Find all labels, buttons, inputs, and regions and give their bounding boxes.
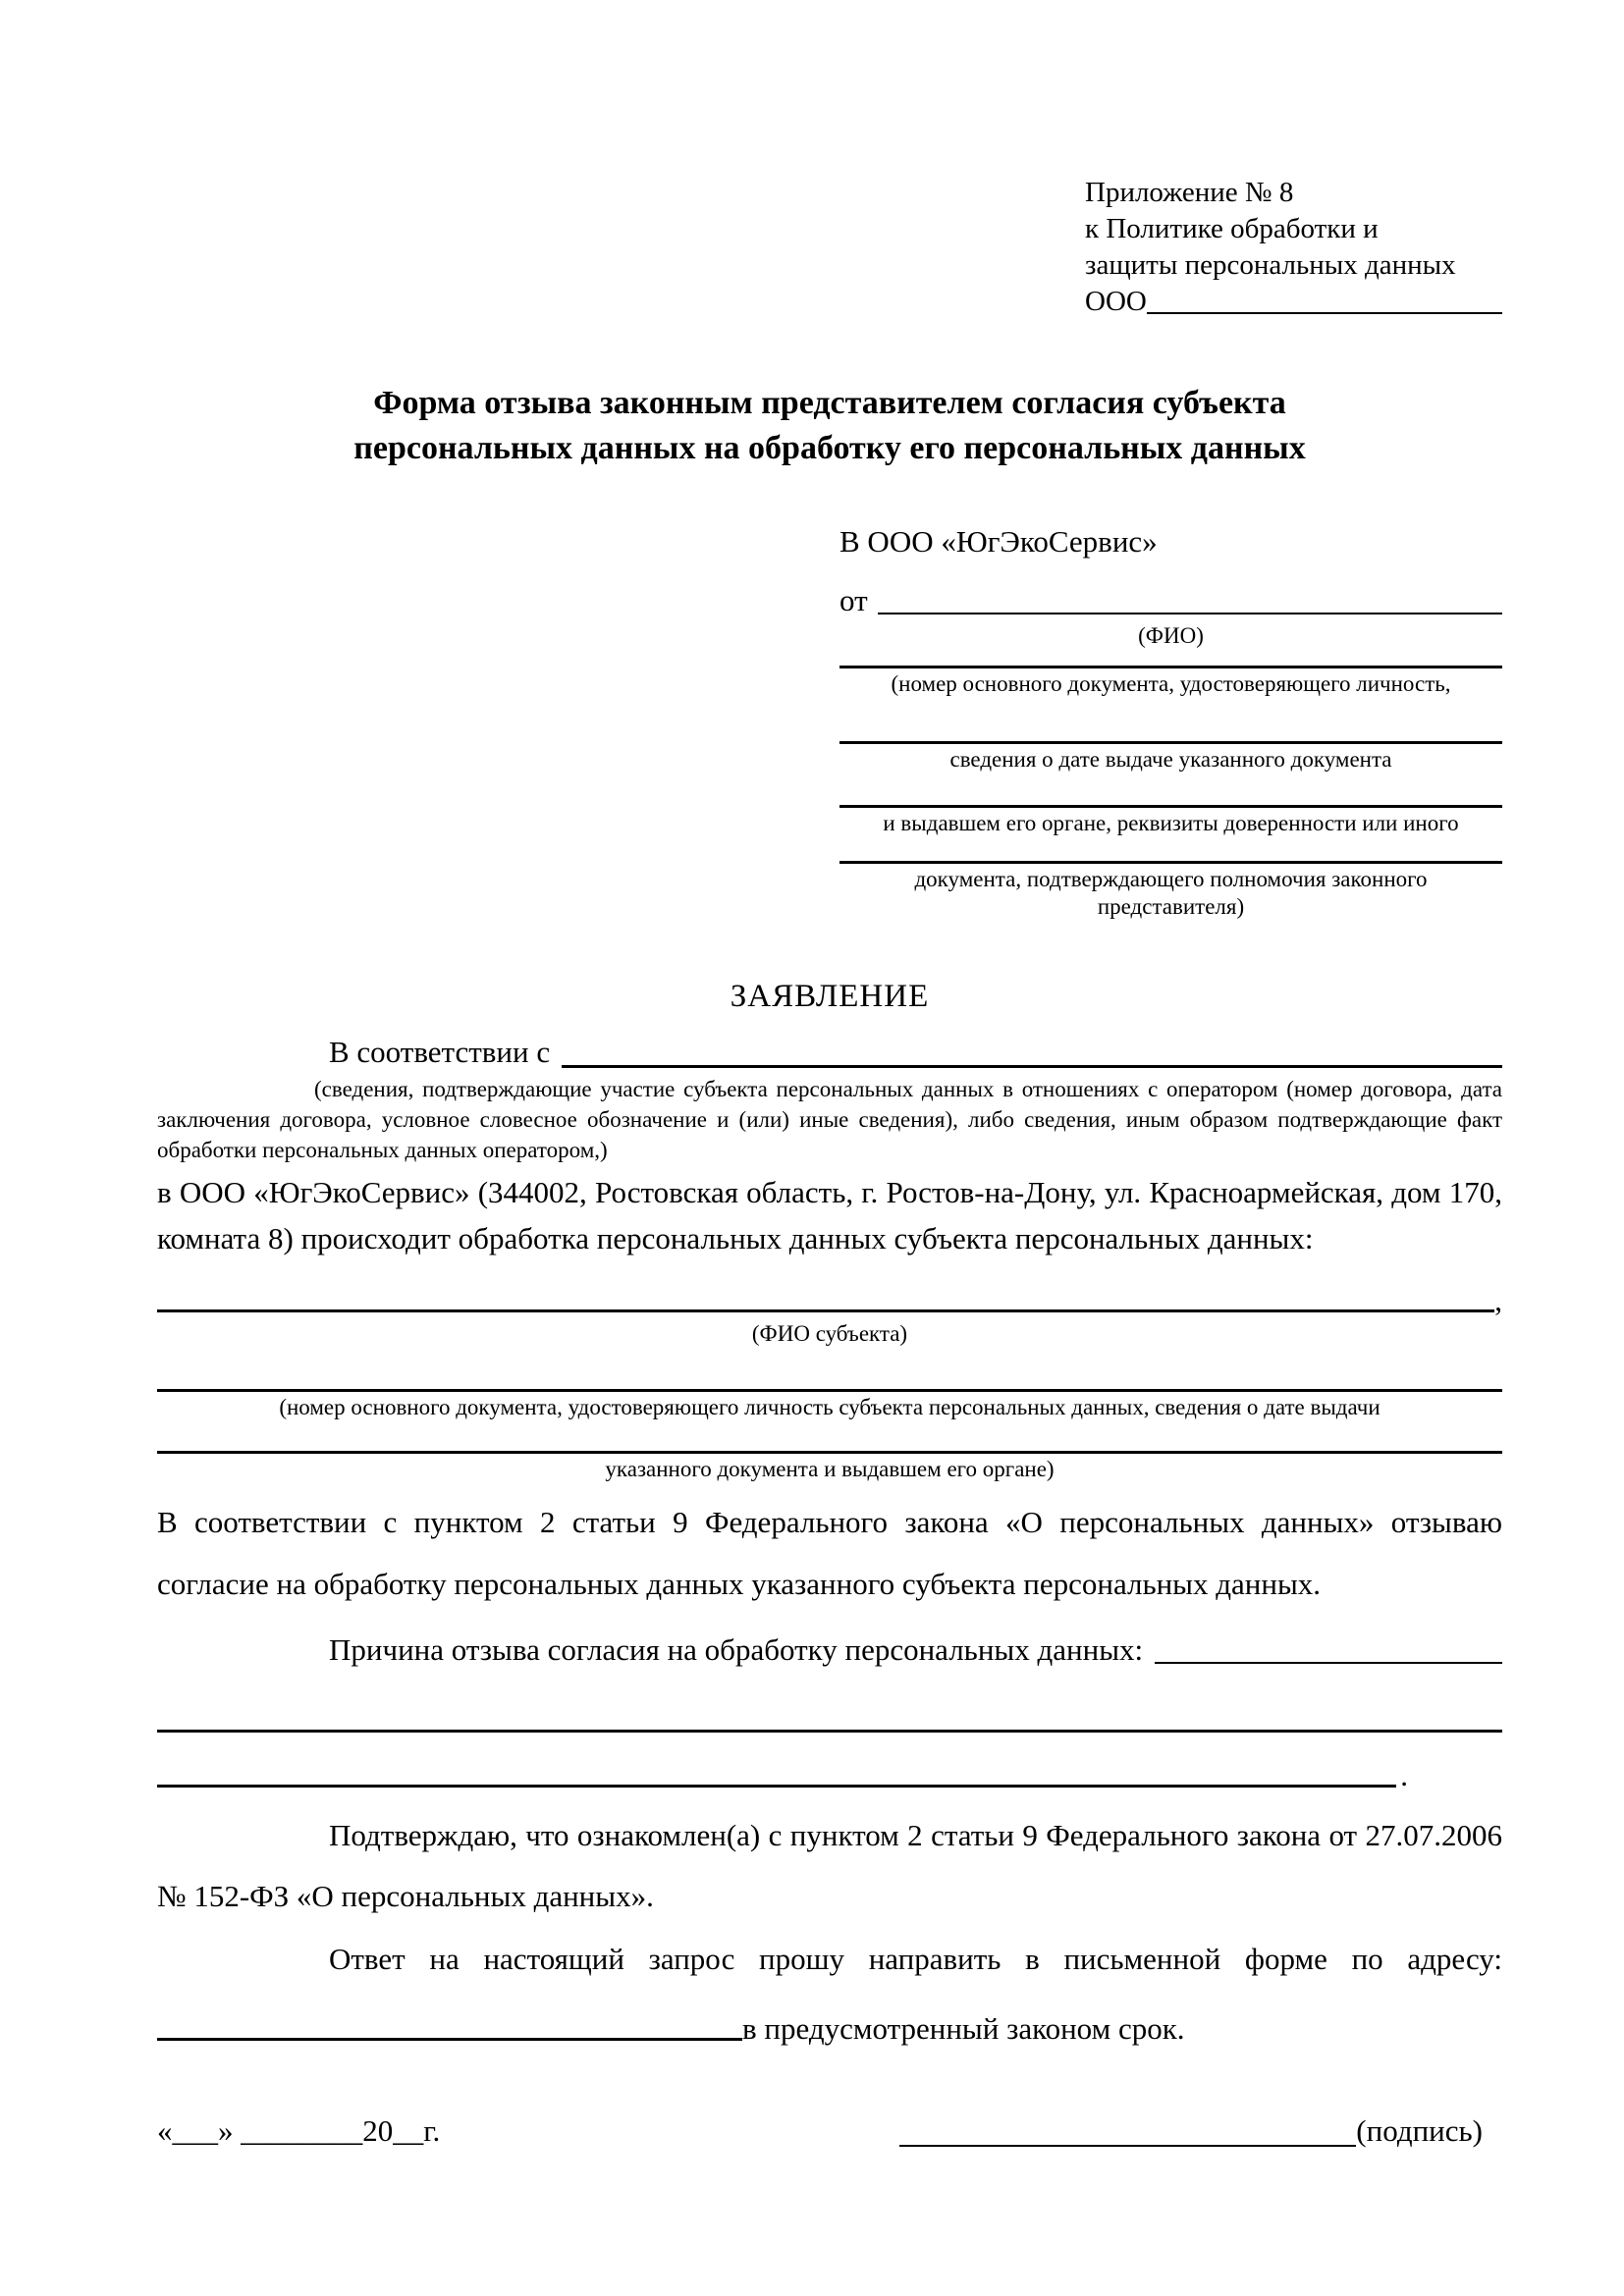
appendix-ooo-row — [1085, 284, 1502, 320]
blank-line-row-1 — [157, 1683, 1502, 1738]
fio-caption: (ФИО) — [1138, 623, 1204, 648]
comma-suffix: , — [1494, 1283, 1502, 1317]
according-blank-line — [562, 1065, 1502, 1068]
recipient-to: В ООО «ЮгЭкоСервис» — [839, 524, 1158, 559]
ooo-blank-line — [1147, 312, 1502, 314]
doc-caption-1: (номер основного документа, удостоверяющего личность, — [891, 671, 1451, 696]
blank-line-2 — [157, 1785, 1396, 1788]
statement-note: (сведения, подтверждающие участие субъекта персональных данных в отношениях с оператором (номер договора, дата заключения договора, условное словесное обозначение и (или) иные сведения), либо сведения, иным образом подтверждающие факт обработки персональных данных оператором,) — [157, 1077, 1502, 1162]
date-line: «___» ________20__г. — [157, 2113, 441, 2148]
appendix-line-3: защиты персональных данных — [1085, 249, 1456, 281]
reply-row — [157, 1990, 1502, 2047]
subject-fio-blank-line — [157, 1309, 1494, 1312]
ooo-label: ООО — [1085, 286, 1147, 317]
reply-tail: в предусмотренный законом срок. — [742, 2011, 1185, 2046]
reply-blank-line — [157, 2038, 742, 2041]
withdraw-paragraph: В соответствии с пунктом 2 статьи 9 Федерального закона «О персональных данных» отзываю согласие на обработку персональных данных указанного субъекта персональных данных. — [157, 1505, 1502, 1601]
footer-row — [157, 2109, 1502, 2153]
document-content — [157, 0, 1502, 2153]
statement-heading: ЗАЯВЛЕНИЕ — [730, 979, 930, 1014]
doc-caption-3: и выдавшем его органе, реквизиты доверенности или иного — [883, 811, 1459, 835]
signature-caption: (подпись) — [1356, 2113, 1483, 2148]
signature-group — [899, 2109, 1483, 2153]
recipient-block — [839, 522, 1502, 921]
reason-row — [157, 1630, 1502, 1670]
blank-line-row-2 — [157, 1738, 1502, 1793]
from-blank-line — [878, 613, 1502, 614]
reason-blank-line — [1155, 1662, 1502, 1664]
doc-caption-2: сведения о дате выдаче указанного документа — [949, 747, 1392, 772]
according-label: В соответствии с — [329, 1035, 551, 1069]
signature-blank-line — [899, 2145, 1356, 2147]
doc-blank-line-2 — [839, 741, 1502, 744]
from-row — [839, 581, 1502, 620]
appendix-block — [1085, 175, 1502, 320]
subject-fio-row — [157, 1261, 1502, 1318]
blank-line-1 — [157, 1730, 1502, 1733]
reason-label: Причина отзыва согласия на обработку персональных данных: — [329, 1632, 1144, 1667]
doc-blank-line-4 — [839, 861, 1502, 864]
from-label: от — [839, 583, 868, 617]
doc-caption-4: документа, подтверждающего полномочия законного представителя) — [914, 867, 1428, 919]
according-row — [157, 1031, 1502, 1074]
operator-paragraph: в ООО «ЮгЭкоСервис» (344002, Ростовская область, г. Ростов-на-Дону, ул. Красноармейская, дом 170, комната 8) происходит обработка персональных данных субъекта персональных данных: — [157, 1175, 1502, 1255]
doc-blank-line-3 — [839, 805, 1502, 808]
form-title: Форма отзыва законным представителем согласия субъекта персональных данных на обработку его персональных данных — [353, 385, 1306, 466]
subject-doc-caption-2: указанного документа и выдавшем его органе) — [605, 1457, 1055, 1481]
subject-doc-blank-line-1 — [157, 1389, 1502, 1392]
confirm-paragraph: Подтверждаю, что ознакомлен(а) с пунктом 2 статьи 9 Федерального закона от 27.07.2006 № 152-ФЗ «О персональных данных». — [157, 1818, 1502, 1913]
subject-doc-caption-1: (номер основного документа, удостоверяющего личность субъекта персональных данных, сведения о дате выдачи — [279, 1395, 1380, 1419]
doc-blank-line-1 — [839, 666, 1502, 668]
subject-fio-caption: (ФИО субъекта) — [751, 1321, 908, 1346]
appendix-line-1: Приложение № 8 — [1085, 177, 1294, 208]
appendix-line-2: к Политике обработки и — [1085, 213, 1379, 244]
period-suffix: . — [1400, 1758, 1408, 1792]
subject-doc-blank-line-2 — [157, 1451, 1502, 1454]
reply-paragraph: Ответ на настоящий запрос прошу направить в письменной форме по адресу: — [329, 1942, 1502, 1976]
